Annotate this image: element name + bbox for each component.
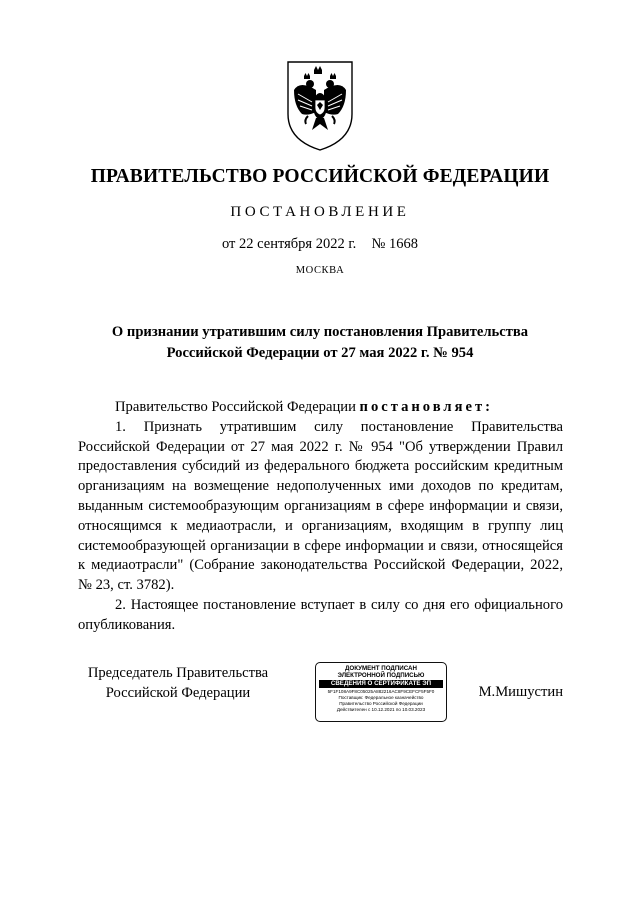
position-line-1: Председатель Правительства (87, 665, 269, 681)
stamp-serial: 5F1F108A9F8C05025A882216AC8F9CEFCF5F5F0 (327, 688, 435, 694)
document-number: 1668 (388, 236, 418, 252)
intro-paragraph (78, 398, 563, 418)
city: МОСКВА (295, 265, 345, 276)
document-subject (80, 322, 560, 364)
document-body (78, 398, 563, 636)
number-sign: № (371, 236, 386, 252)
document-date: от 22 сентября 2022 г. (222, 236, 357, 252)
subject-line-2: Российской Федерации от 27 мая 2022 г. № 954 (166, 345, 474, 361)
stamp-supplier: Поставщик: Федеральное казначейство (338, 694, 424, 700)
date-number-line (0, 236, 640, 253)
stamp-validity: Действителен с 10.12.2021 по 10.03.2023 (336, 707, 426, 713)
intro-keyword: постановляет: (359, 399, 493, 415)
stamp-line-2: ЭЛЕКТРОННОЙ ПОДПИСЬЮ (337, 672, 425, 679)
electronic-signature-stamp (315, 662, 447, 722)
document-type: ПОСТАНОВЛЕНИЕ (230, 204, 410, 220)
position-line-2: Российской Федерации (105, 684, 251, 701)
signatory-name: М.Мишустин (478, 684, 563, 700)
paragraph-item-1: 1. Признать утратившим силу постановление Правительства Российской Федерации от 27 мая 2022 г. № 954 "Об утверждении Правил предоставления субсидий из федерального бюджета российским кредитным организациям на возмещение недополученных ими доходов по кредитам, выданным системообразующим организациям в сфере информации и связи, относящимся к медиаотрасли, и организациям, входящим в группу лиц системообразующей организации в сфере информации и связи, относящейся к медиаотрасли" (Собрание законодательства Российской Федерации, 2022, № 23, ст. 3782). (78, 418, 563, 594)
stamp-line-1: ДОКУМЕНТ ПОДПИСАН (345, 665, 417, 672)
intro-text: Правительство Российской Федерации (115, 399, 360, 415)
coat-of-arms-icon (282, 58, 358, 152)
signatory-position (78, 664, 278, 703)
government-title: ПРАВИТЕЛЬСТВО РОССИЙСКОЙ ФЕДЕРАЦИИ (90, 166, 550, 187)
stamp-certificate-bar: СВЕДЕНИЯ О СЕРТИФИКАТЕ ЭП (319, 680, 443, 688)
paragraph-item-2: 2. Настоящее постановление вступает в силу со дня его официального опубликования. (78, 596, 563, 633)
stamp-owner: Правительство Российской Федерации (339, 701, 423, 707)
subject-line-1: О признании утратившим силу постановления Правительства (111, 324, 529, 340)
